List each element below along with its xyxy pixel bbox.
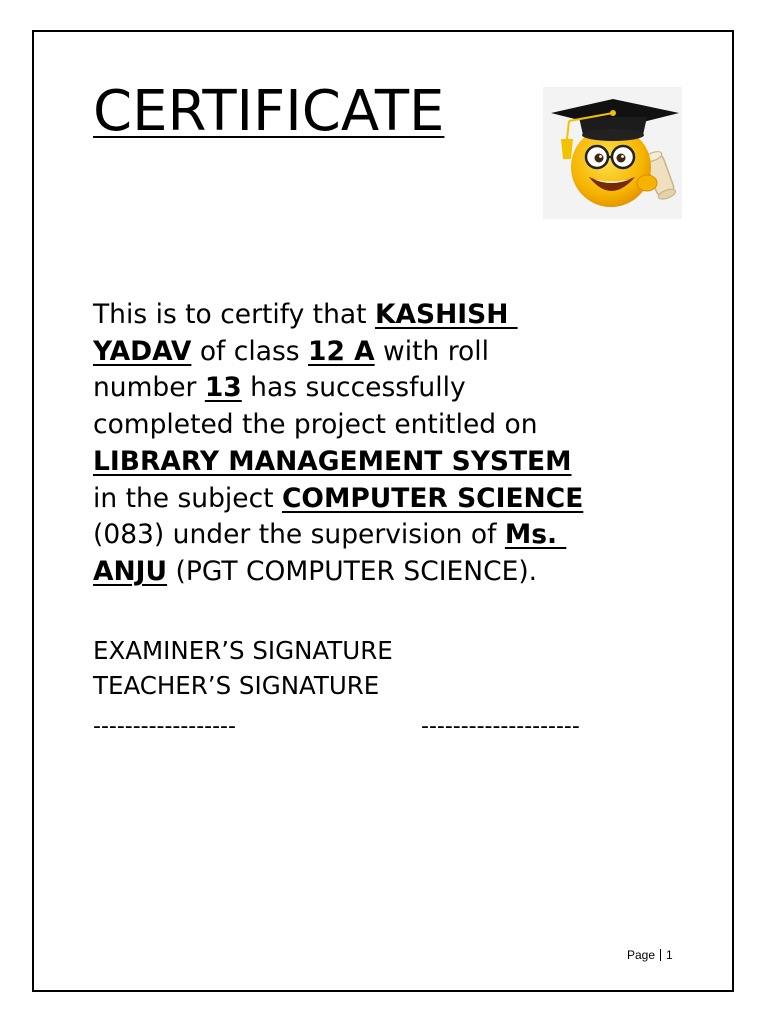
body-text-segment: of class bbox=[191, 335, 308, 367]
page-label: Page bbox=[627, 948, 656, 962]
body-text-segment: (083) under the supervision of bbox=[93, 519, 505, 551]
student-name-first: KASHISH bbox=[374, 299, 518, 330]
body-line bbox=[93, 297, 693, 334]
teacher-signature-label: TEACHER’S SIGNATURE bbox=[93, 671, 380, 700]
body-text-segment: number bbox=[93, 372, 205, 404]
teacher-signature-line: -------------------- bbox=[421, 714, 580, 739]
examiner-signature-label: EXAMINER’S SIGNATURE bbox=[93, 636, 393, 665]
certificate-title: CERTIFICATE bbox=[93, 79, 445, 144]
body-text-segment: This is to certify that bbox=[93, 299, 375, 330]
body-text-segment: with roll bbox=[374, 335, 489, 367]
body-text-segment: in the subject bbox=[93, 482, 282, 514]
project-title: LIBRARY MANAGEMENT SYSTEM bbox=[93, 445, 572, 477]
supervisor-name-last: ANJU bbox=[93, 555, 168, 587]
subject-name: COMPUTER SCIENCE bbox=[281, 482, 584, 514]
page-number: 1 bbox=[666, 948, 673, 962]
graduation-emoji-icon bbox=[543, 87, 682, 219]
footer-separator bbox=[660, 949, 661, 961]
body-line bbox=[93, 370, 693, 407]
examiner-signature-line: ------------------ bbox=[93, 714, 236, 739]
body-line bbox=[93, 554, 693, 591]
body-line bbox=[93, 481, 693, 518]
supervisor-name-first: Ms. bbox=[504, 519, 567, 551]
body-line: completed the project entitled on bbox=[93, 409, 538, 441]
body-line bbox=[93, 517, 693, 554]
page-footer bbox=[627, 948, 673, 962]
body-line bbox=[93, 334, 693, 371]
body-text-segment: (PGT COMPUTER SCIENCE). bbox=[167, 555, 538, 587]
body-line bbox=[93, 444, 693, 481]
body-text-segment: has successfully bbox=[241, 372, 466, 404]
class-name: 12 A bbox=[308, 335, 375, 367]
roll-number: 13 bbox=[204, 372, 242, 404]
certificate-body bbox=[93, 297, 693, 591]
student-name-last: YADAV bbox=[93, 335, 192, 367]
